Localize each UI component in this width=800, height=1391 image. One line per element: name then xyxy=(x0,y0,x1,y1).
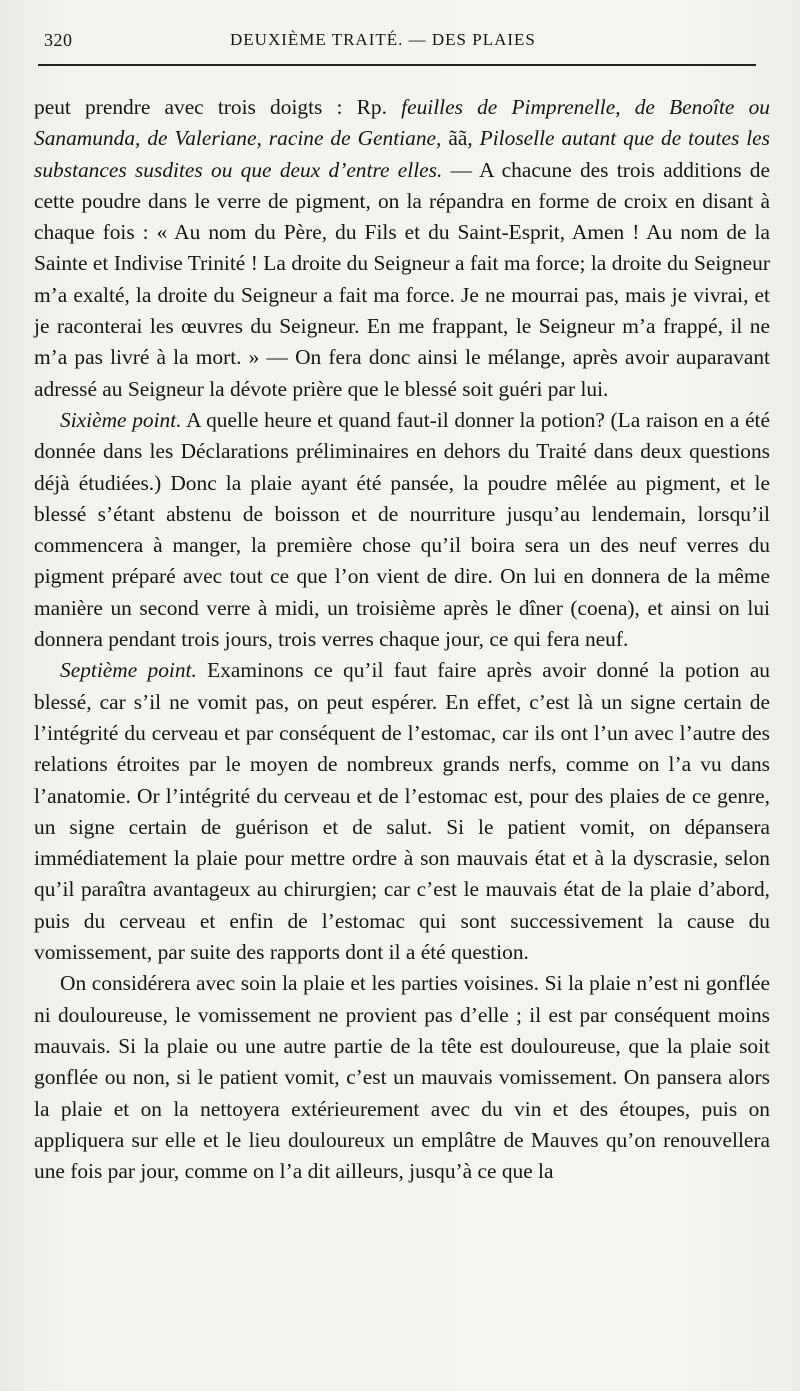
paragraph xyxy=(34,405,770,655)
running-title: DEUXIÈME TRAITÉ. — DES PLAIES xyxy=(230,30,536,49)
paragraph xyxy=(34,92,770,405)
italic-text-segment: Septième point. xyxy=(60,658,197,683)
page-header xyxy=(0,24,800,60)
text-segment: — A chacune des trois additions de cette poudre dans le verre de pigment, on la répandra en forme de croix en disant à chaque fois : « Au nom du Père, du Fils et du Saint-Esprit, Amen ! Au nom de la Sainte et Indivise Trinité ! La droite du Seigneur a fait ma force; la droite du Seigneur m’a exalté, la droite du Seigneur a fait ma force. Je ne mourrai pas, mais je vivrai, et je raconterai les œuvres du Seigneur. En me frappant, le Seigneur m’a frappé, il ne m’a pas livré à la mort. » — On fera donc ainsi le mélange, après avoir auparavant adressé au Seigneur la dévote prière que le blessé soit guéri par lui. xyxy=(34,157,770,401)
text-segment: A quelle heure et quand faut-il donner la potion? (La raison en a été donnée dans les Déclarations préliminaires en dehors du Traité dans deux questions déjà étudiées.) Donc la plaie ayant été pansée, la poudre mêlée au pigment, et le blessé s’étant abstenu de boisson et de nourriture jusqu’au lendemain, lorsqu’il commencera à manger, la première chose qu’il boira sera un des neuf verres du pigment préparé avec tout ce que l’on vient de dire. On lui en donnera de la même manière un second verre à midi, un troisième après le dîner (coena), et ainsi on lui donnera pendant trois jours, trois verres chaque jour, ce qui fera neuf. xyxy=(34,407,770,652)
text-segment: ãã, xyxy=(448,126,480,151)
text-segment: On considérera avec soin la plaie et les parties voisines. Si la plaie n’est ni gonflée ni douloureuse, le vomissement ne provient pas d’elle ; il est par conséquent moins mauvais. Si la plaie ou une autre partie de la tête est douloureuse, que la plaie soit gonflée ou non, si le patient vomit, c’est un mauvais vomissement. On pansera alors la plaie et on la nettoyera extérieurement avec du vin et des étoupes, puis on appliquera sur elle et le lieu douloureux un emplâtre de Mauves qu’on renouvellera une fois par jour, comme on l’a dit ailleurs, jusqu’à ce que la xyxy=(34,971,770,1184)
italic-text-segment: Sixième point. xyxy=(60,407,182,432)
text-segment: Examinons ce qu’il faut faire après avoir donné la potion au blessé, car s’il ne vomit pas, on peut espérer. En effet, c’est là un signe certain de l’intégrité du cerveau et par conséquent de l’estomac, car ils ont l’un avec l’autre des relations étroites par le moyen de nombreux grands nerfs, comme on l’a vu dans l’anatomie. Or l’intégrité du cerveau et de l’estomac est, pour des plaies de ce genre, un signe certain de guérison et de salut. Si le patient vomit, on dépansera immédiatement la plaie pour mettre ordre à son mauvais état et à la dyscrasie, selon qu’il paraîtra avantageux au chirurgien; car c’est le mauvais état de la plaie d’abord, puis du cerveau et enfin de l’estomac qui sont successivement la cause du vomissement, par suite des rapports dont il a été question. xyxy=(34,658,771,965)
paragraph xyxy=(34,968,770,1187)
italic-text-segment: Piloselle autant que de toutes les substances susdites ou que deux d’entre elles. xyxy=(34,126,771,182)
body-text xyxy=(34,92,770,1187)
paragraph xyxy=(34,655,770,968)
page-number: 320 xyxy=(44,30,73,50)
header-rule xyxy=(38,64,756,66)
italic-text-segment: feuilles de Pimprenelle, de Benoîte ou Sanamunda, de Valeriane, racine de Gentiane, xyxy=(34,95,770,151)
text-segment: peut prendre avec trois doigts : Rp. xyxy=(34,95,402,119)
